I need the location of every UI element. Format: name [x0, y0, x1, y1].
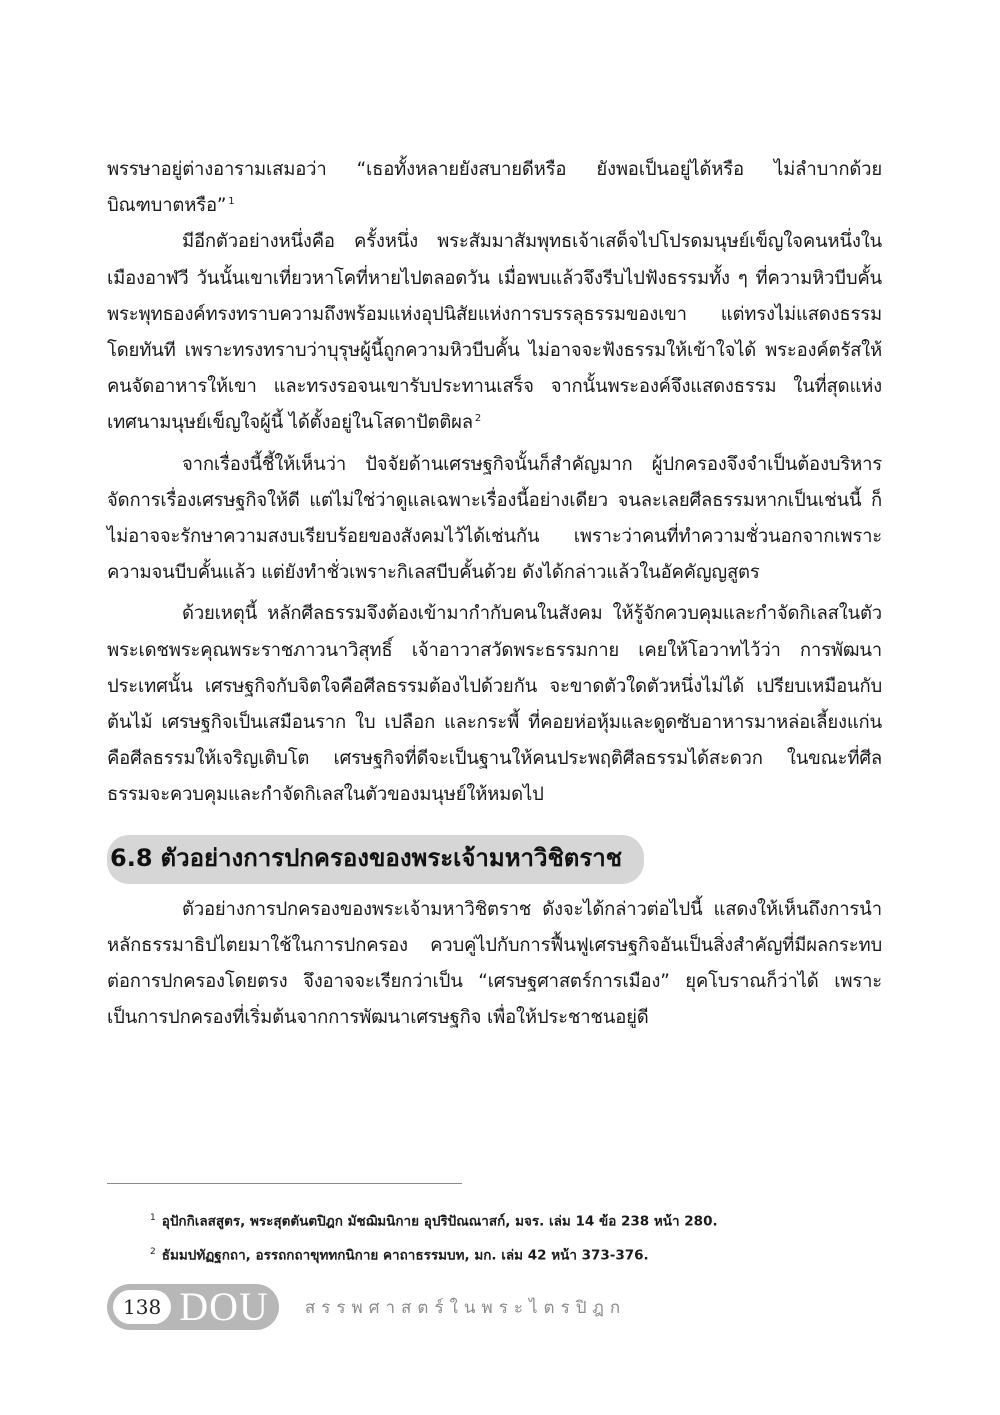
footer-badge — [107, 1284, 279, 1330]
body-paragraph-3: จากเรื่องนี้ชี้ให้เห็นว่า ปัจจัยด้านเศรษฐกิจนั้นก็สำคัญมาก ผู้ปกครองจึงจำเป็นต้องบริหารจัดการเรื่องเศรษฐกิจให้ดี แต่ไม่ใช่ว่าดูแลเฉพาะเรื่องนี้อย่างเดียว จนละเลยศีลธรรมหากเป็นเช่นนี้ ก็ไม่อาจจะรักษาความสงบเรียบร้อยของสังคมไว้ได้เช่นกัน เพราะว่าคนที่ทำความชั่วนอกจากเพราะความจนบีบคั้นแล้ว แต่ยังทำชั่วเพราะกิเลสบีบคั้นด้วย ดังได้กล่าวแล้วในอัคคัญญสูตร — [107, 453, 882, 584]
page-number: 138 — [113, 1290, 171, 1324]
section-heading — [107, 835, 644, 884]
page-footer — [107, 1284, 626, 1330]
section-paragraph: ตัวอย่างการปกครองของพระเจ้ามหาวิชิตราช ดังจะได้กล่าวต่อไปนี้ แสดงให้เห็นถึงการนำหลักธรรมาธิปไตยมาใช้ในการปกครอง ควบคู่ไปกับการฟื้นฟูเศรษฐกิจอันเป็นสิ่งสำคัญที่มีผลกระทบต่อการปกครองโดยตรง จึงอาจจะเรียกว่าเป็น “เศรษฐศาสตร์การเมือง” ยุคโบราณก็ว่าได้ เพราะเป็นการปกครองที่เริ่มต้นจากการพัฒนาเศรษฐกิจ เพื่อให้ประชาชนอยู่ดี — [107, 898, 882, 1029]
body-paragraph-1 — [107, 152, 882, 224]
body-paragraph-2 — [107, 224, 882, 441]
footnotes — [150, 1203, 910, 1270]
footnote-reference-1: 1 — [228, 196, 235, 208]
book-title: สรรพศาสตร์ในพระไตรปิฎก — [304, 1297, 627, 1318]
footnote-1 — [150, 1203, 910, 1237]
page-content — [107, 152, 882, 1036]
footnote-number: 1 — [150, 1213, 156, 1223]
footnote-text: อุปักกิเลสสูตร, พระสุตตันตปิฎก มัชฌิมนิกาย อุปริปัณณาสก์, มจร. เล่ม 14 ข้อ 238 หน้า 280. — [161, 1213, 718, 1230]
footnote-reference-2: 2 — [474, 413, 482, 425]
section-title: ตัวอย่างการปกครองของพระเจ้ามหาวิชิตราช — [160, 843, 622, 872]
footnote-2 — [150, 1237, 910, 1271]
paragraph-text: มีอีกตัวอย่างหนึ่งคือ ครั้งหนึ่ง พระสัมมาสัมพุทธเจ้าเสด็จไปโปรดมนุษย์เข็ญใจคนหนึ่งในเมืองอาฬวี วันนั้นเขาเที่ยวหาโคที่หายไปตลอดวัน เมื่อพบแล้วจึงรีบไปฟังธรรมทั้ง ๆ ที่ความหิวบีบคั้น พระพุทธองค์ทรงทราบความถึงพร้อมแห่งอุปนิสัยแห่งการบรรลุธรรมของเขา แต่ทรงไม่แสดงธรรมโดยทันที เพราะทรงทราบว่าบุรุษผู้นี้ถูกความหิวบีบคั้น ไม่อาจจะฟังธรรมให้เข้าใจได้ พระองค์ตรัสให้คนจัดอาหารให้เขา และทรงรอจนเขารับประทานเสร็จ จากนั้นพระองค์จึงแสดงธรรม ในที่สุดแห่งเทศนามนุษย์เข็ญใจผู้นี้ ได้ตั้งอยู่ในโสดาปัตติผล — [107, 231, 882, 434]
body-paragraph-4: ด้วยเหตุนี้ หลักศีลธรรมจึงต้องเข้ามากำกับคนในสังคม ให้รู้จักควบคุมและกำจัดกิเลสในตัว พระเดชพระคุณพระราชภาวนาวิสุทธิ์ เจ้าอาวาสวัดพระธรรมกาย เคยให้โอวาทไว้ว่า การพัฒนาประเทศนั้น เศรษฐกิจกับจิตใจคือศีลธรรมต้องไปด้วยกัน จะขาดตัวใดตัวหนึ่งไม่ได้ เปรียบเหมือนกับต้นไม้ เศรษฐกิจเป็นเสมือนราก ใบ เปลือก และกระพี้ ที่คอยห่อหุ้มและดูดซับอาหารมาหล่อเลี้ยงแก่น คือศีลธรรมให้เจริญเติบโต เศรษฐกิจที่ดีจะเป็นฐานให้คนประพฤติศีลธรรมได้สะดวก ในขณะที่ศีลธรรมจะควบคุมและกำจัดกิเลสในตัวของมนุษย์ให้หมดไป — [107, 603, 882, 806]
dou-logo: DOU — [179, 1284, 269, 1329]
paragraph-text: พรรษาอยู่ต่างอารามเสมอว่า “เธอทั้งหลายยังสบายดีหรือ ยังพอเป็นอยู่ได้หรือ ไม่ลำบากด้วยบิณฑบาตหรือ” — [107, 159, 882, 217]
footnote-text: ธัมมปทัฏฐกถา, อรรถกถาขุททกนิกาย คาถาธรรมบท, มก. เล่ม 42 หน้า 373-376. — [161, 1247, 649, 1263]
footnote-number: 2 — [150, 1246, 156, 1257]
section-number: 6.8 — [110, 843, 153, 872]
footnote-divider — [107, 1183, 462, 1184]
